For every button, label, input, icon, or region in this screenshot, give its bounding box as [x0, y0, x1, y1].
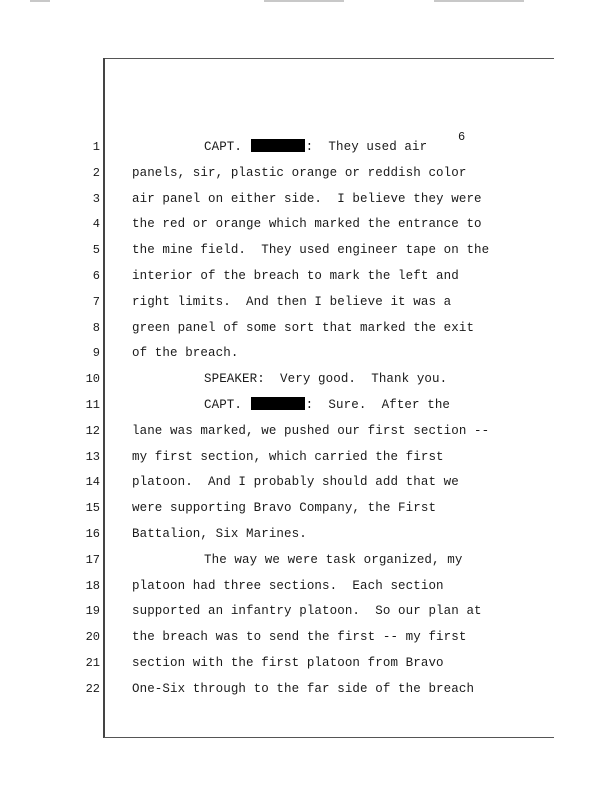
line-text: the red or orange which marked the entrance to: [132, 217, 482, 232]
transcript-line: [132, 629, 466, 645]
line-number: 1: [92, 140, 100, 154]
line-text: supported an infantry platoon. So our plan at: [132, 604, 482, 619]
transcript-line: [132, 500, 436, 516]
line-text: lane was marked, we pushed our first section --: [132, 423, 490, 438]
line-text: my first section, which carried the first: [132, 449, 444, 464]
transcript-line: [132, 345, 238, 361]
transcript-line: [132, 320, 474, 336]
page-border-bottom: [104, 737, 554, 738]
line-number: 6: [92, 269, 100, 283]
line-text: : Sure. After the: [305, 398, 451, 412]
line-text: panels, sir, plastic orange or reddish color: [132, 165, 467, 180]
line-number: 16: [85, 527, 100, 541]
line-number: 2: [92, 165, 100, 180]
line-number: 7: [92, 294, 100, 309]
line-text: interior of the breach to mark the left and: [132, 269, 459, 283]
line-text: platoon had three sections. Each section: [132, 578, 444, 593]
line-text: : They used air: [305, 140, 428, 154]
transcript-line: [132, 526, 307, 542]
line-number: 17: [85, 552, 100, 567]
transcript-line: [132, 165, 466, 181]
transcript-line: [132, 578, 444, 594]
line-text: Battalion, Six Marines.: [132, 527, 307, 541]
transcript-line: [132, 681, 474, 697]
line-text: of the breach.: [132, 346, 239, 361]
line-text: One-Six through to the far side of the breach: [132, 681, 475, 696]
line-text: CAPT.: [204, 140, 250, 154]
line-number: 12: [85, 423, 100, 438]
line-number: 5: [92, 243, 100, 258]
redaction-bar: [251, 139, 305, 152]
line-number: 8: [92, 320, 100, 335]
transcript-line: [204, 552, 462, 568]
transcript-line: [132, 242, 489, 258]
line-number: 22: [85, 681, 100, 696]
transcript-line: [204, 397, 450, 413]
transcript-line: [132, 449, 444, 465]
line-text: platoon. And I probably should add that we: [132, 475, 459, 490]
line-number: 21: [85, 656, 100, 670]
transcript-line: [132, 655, 444, 671]
line-text: SPEAKER: Very good. Thank you.: [204, 372, 448, 387]
transcript-line: [204, 371, 447, 387]
line-number: 20: [85, 630, 100, 645]
transcript-line: [132, 216, 482, 232]
redaction-bar: [251, 397, 305, 410]
line-text: CAPT.: [204, 398, 250, 412]
transcript-line: [132, 268, 459, 284]
line-number: 9: [92, 346, 100, 361]
transcript-line: [132, 191, 482, 207]
transcript-line: [132, 294, 451, 310]
page-number: 6: [458, 130, 466, 144]
line-text: the breach was to send the first -- my first: [132, 630, 467, 645]
line-text: section with the first platoon from Bravo: [132, 656, 444, 670]
margin-rule: [103, 58, 105, 738]
line-number: 18: [85, 578, 100, 593]
transcript-line: [204, 139, 427, 155]
line-text: The way we were task organized, my: [204, 552, 463, 567]
scan-mark-center: [264, 0, 344, 2]
line-number: 4: [92, 217, 100, 232]
line-number: 15: [85, 501, 100, 516]
transcript-line: [132, 603, 482, 619]
line-number: 19: [85, 604, 100, 619]
page-border-top: [104, 58, 554, 59]
line-text: green panel of some sort that marked the exit: [132, 320, 475, 335]
line-text: were supporting Bravo Company, the First: [132, 501, 437, 516]
line-number: 14: [85, 475, 100, 490]
transcript-line: [132, 474, 459, 490]
line-number: 3: [92, 191, 100, 206]
line-number: 11: [85, 398, 100, 412]
line-text: the mine field. They used engineer tape on the: [132, 243, 490, 258]
scan-mark-right: [434, 0, 524, 2]
line-number: 13: [85, 449, 100, 464]
line-text: right limits. And then I believe it was a: [132, 294, 452, 309]
line-text: air panel on either side. I believe they were: [132, 191, 482, 206]
line-number: 10: [85, 372, 100, 387]
transcript-line: [132, 423, 489, 439]
scan-mark-left: [30, 0, 50, 2]
